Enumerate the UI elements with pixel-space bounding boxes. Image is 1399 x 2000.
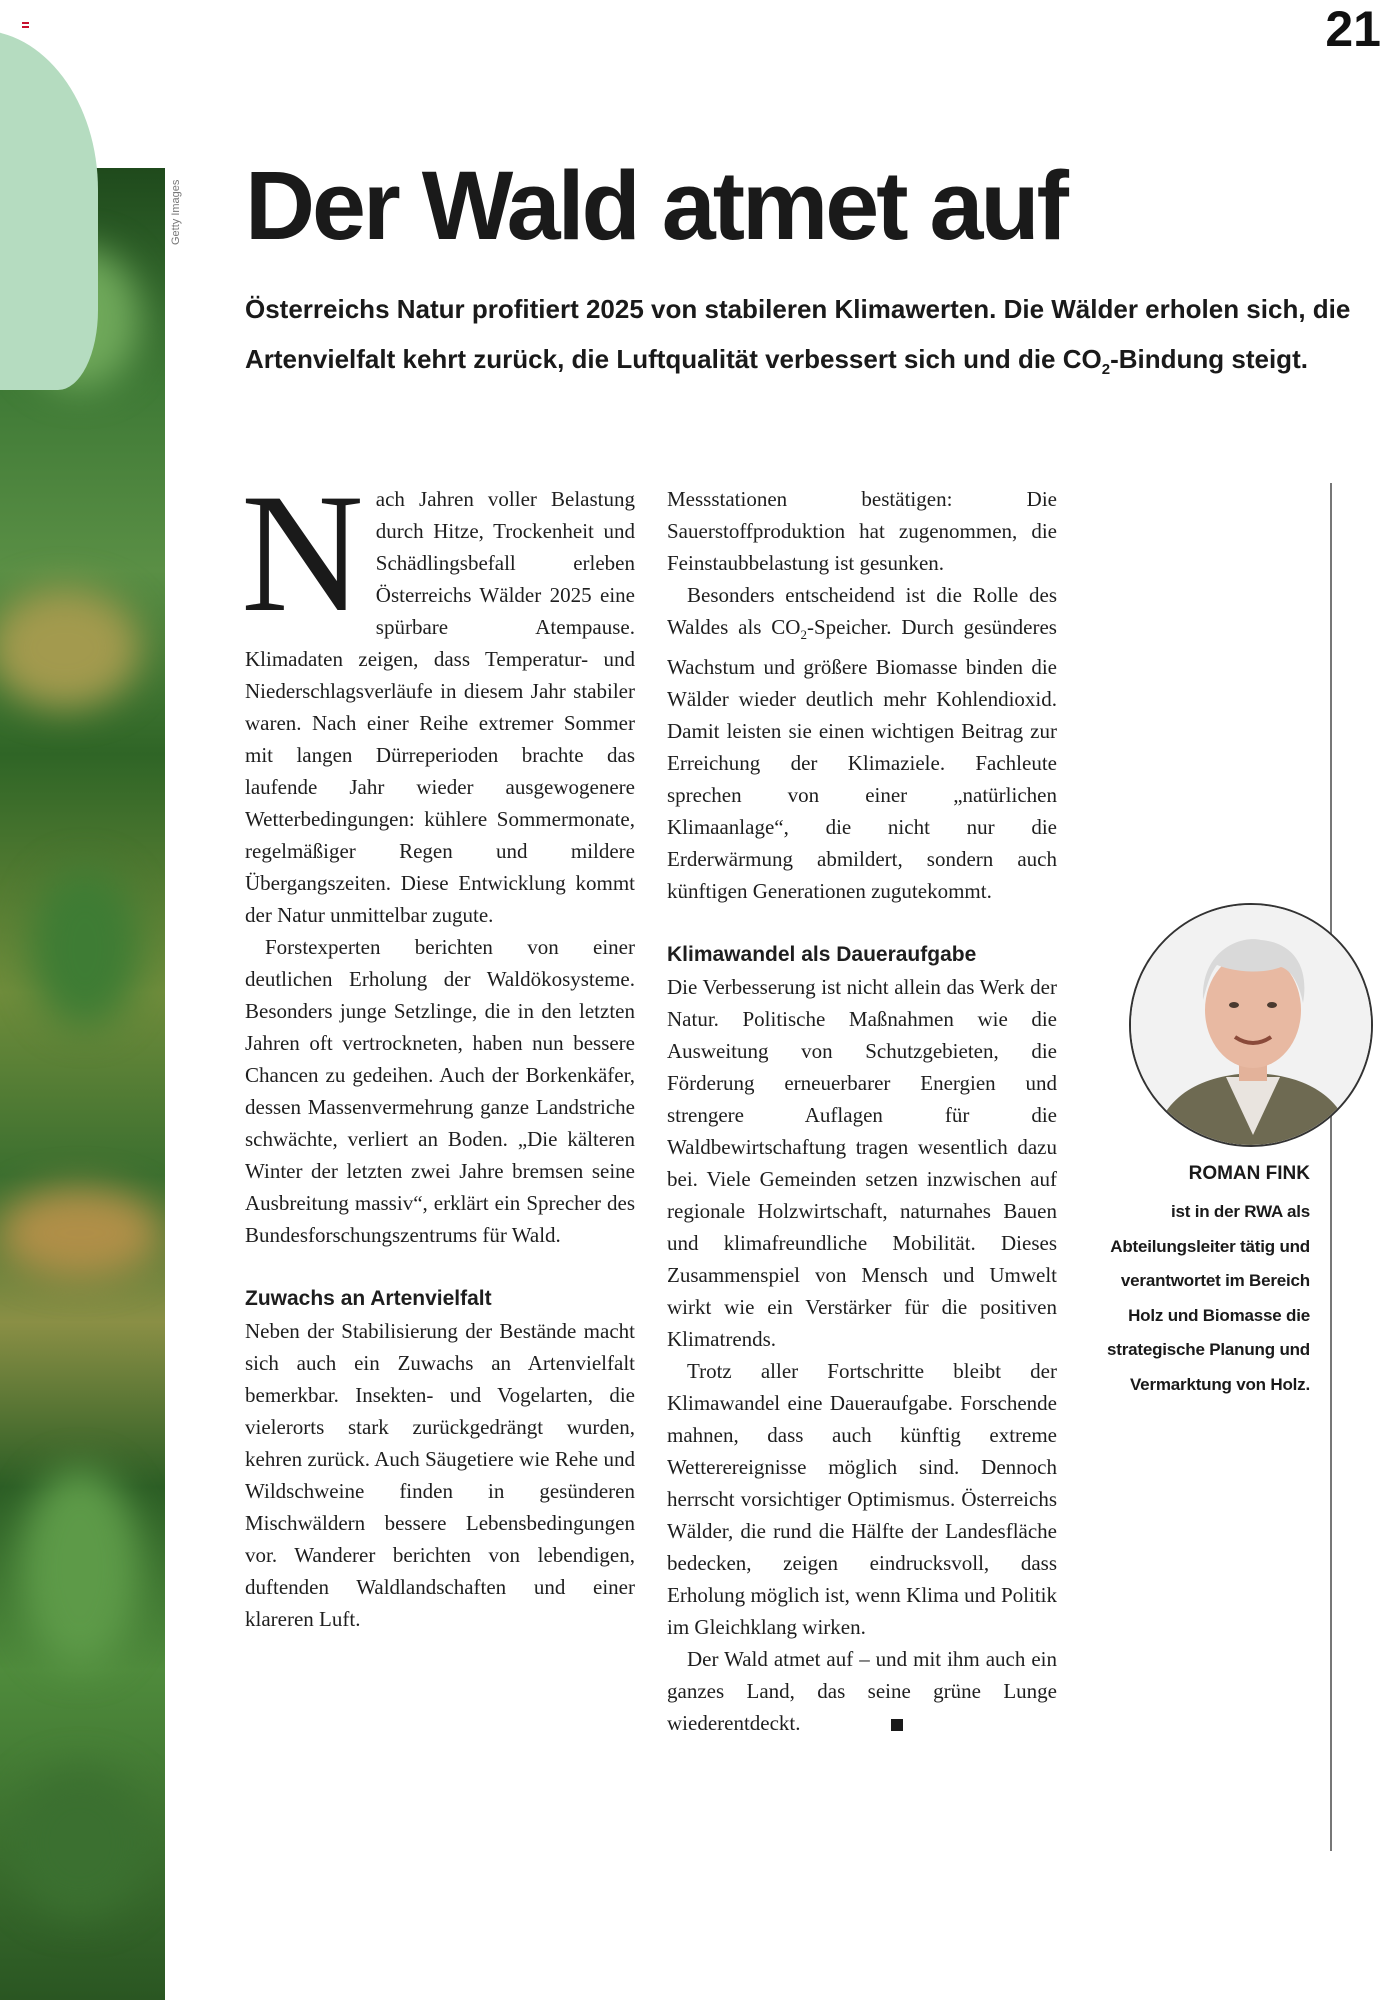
flag-icon xyxy=(22,22,29,28)
subheading: Klimawandel als Daueraufgabe xyxy=(667,943,977,967)
author-bio xyxy=(1090,1163,1310,1402)
author-name: ROMAN FINK xyxy=(1188,1163,1310,1184)
mint-shape-decoration xyxy=(0,30,98,390)
forest-photo-strip xyxy=(0,168,165,2000)
article-lead: Österreichs Natur profitiert 2025 von stabileren Klimawerten. Die Wälder erholen sich, die Artenvielfalt kehrt zurück, die Luftqualität verbessert sich und die $CO_2$-Bindung steigt. xyxy=(245,294,1351,379)
author-description: ist in der RWA als Abteilungsleiter tätig und verantwortet im Bereich Holz und Biomasse die strategische Planung und Vermarktung von Holz. xyxy=(1106,1202,1310,1394)
paragraph: Die Verbesserung ist nicht allein das Werk der Natur. Politische Maßnahmen wie die Ausweitung von Schutzgebieten, die Förderung erneuerbarer Energien und strengere Auflagen für die Waldbewirtschaftung tragen wesentlich dazu bei. Viele Gemeinden setzen inzwischen auf regionale Holzwirtschaft, naturnahes Bauen und klimafreundliche Mobilität. Dieses Zusammenspiel von Mensch und Umwelt wirkt wie ein Verstärker für die positiven Klimatrends. xyxy=(667,975,1057,1352)
subheading: Zuwachs an Artenvielfalt xyxy=(245,1287,492,1310)
paragraph: Forstexperten berichten von einer deutlichen Erholung der Waldökosysteme. Besonders junge Setzlinge, die in den letzten Jahren oft vertrockneten, haben nun bessere Chancen zu gedeihen. Auch der Borkenkäfer, dessen Massenvermehrung ganze Landstriche schwächte, verliert an Boden. „Die kälteren Winter der letzten zwei Jahre bremsen seine Ausbreitung massiv“, erklärt ein Sprecher des Bundesforschungszentrums für Wald. xyxy=(245,935,635,1247)
author-portrait xyxy=(1129,903,1373,1147)
photo-credit: Getty Images xyxy=(170,179,182,245)
page-number: 21 xyxy=(1325,1,1381,57)
paragraph: Neben der Stabilisierung der Bestände macht sich auch ein Zuwachs an Artenvielfalt bemerkbar. Insekten- und Vogelarten, die vielerorts stark zurückgedrängt wurden, kehren zurück. Auch Säugetiere wie Rehe und Wildschweine finden in gesünderen Mischwäldern bessere Lebensbedingungen vor. Wanderer berichten von lebendigen, duftenden Waldlandschaften und einer klareren Luft. xyxy=(245,1319,635,1631)
article-column-2 xyxy=(667,483,1057,1739)
dropcap: N xyxy=(241,459,364,647)
column-divider xyxy=(1330,483,1332,1851)
paragraph: Trotz aller Fortschritte bleibt der Klimawandel eine Daueraufgabe. Forschende mahnen, dass auch künftig extreme Wetterereignisse möglich sind. Dennoch herrscht vorsichtiger Optimismus. Österreichs Wälder, die rund die Hälfte der Landesfläche bedecken, zeigen eindrucksvoll, dass Erholung möglich ist, wenn Klima und Politik im Gleichklang wirken. xyxy=(667,1359,1057,1640)
article-column-1 xyxy=(241,459,635,1635)
paragraph: ach Jahren voller Belastung durch Hitze, Trockenheit und Schädlingsbefall erleben Österreichs Wälder 2025 eine spürbare Atempause. Klimadaten zeigen, dass Temperatur- und Niederschlagsverläufe in diesem Jahr stabiler waren. Nach einer Reihe extremer Sommer mit langen Dürreperioden brachte das laufende Jahr wieder ausgewogenere Wetterbedingungen: kühlere Sommermonate, regelmäßiger Regen und mildere Übergangszeiten. Diese Entwicklung kommt der Natur unmittelbar zugute. xyxy=(245,487,635,927)
article-title: Der Wald atmet auf xyxy=(245,151,1066,260)
person-portrait-icon xyxy=(1131,905,1373,1147)
end-mark-icon xyxy=(891,1719,903,1731)
paragraph: Messstationen bestätigen: Die Sauerstoffproduktion hat zugenommen, die Feinstaubbelastung ist gesunken. xyxy=(667,487,1057,575)
paragraph: Besonders entscheidend ist die Rolle des Waldes als $CO_2$-Speicher. Durch gesünderes Wachstum und größere Biomasse binden die Wälder wieder deutlich mehr Kohlendioxid. Damit leisten sie einen wichtigen Beitrag zur Erreichung der Klimaziele. Fachleute sprechen von einer „natürlichen Klimaanlage“, die nicht nur die Erderwärmung abmildert, sondern auch künftigen Generationen zugutekommt. xyxy=(667,583,1057,904)
paragraph: Der Wald atmet auf – und mit ihm auch ein ganzes Land, das seine grüne Lunge wiederentdeckt. xyxy=(667,1647,1057,1736)
